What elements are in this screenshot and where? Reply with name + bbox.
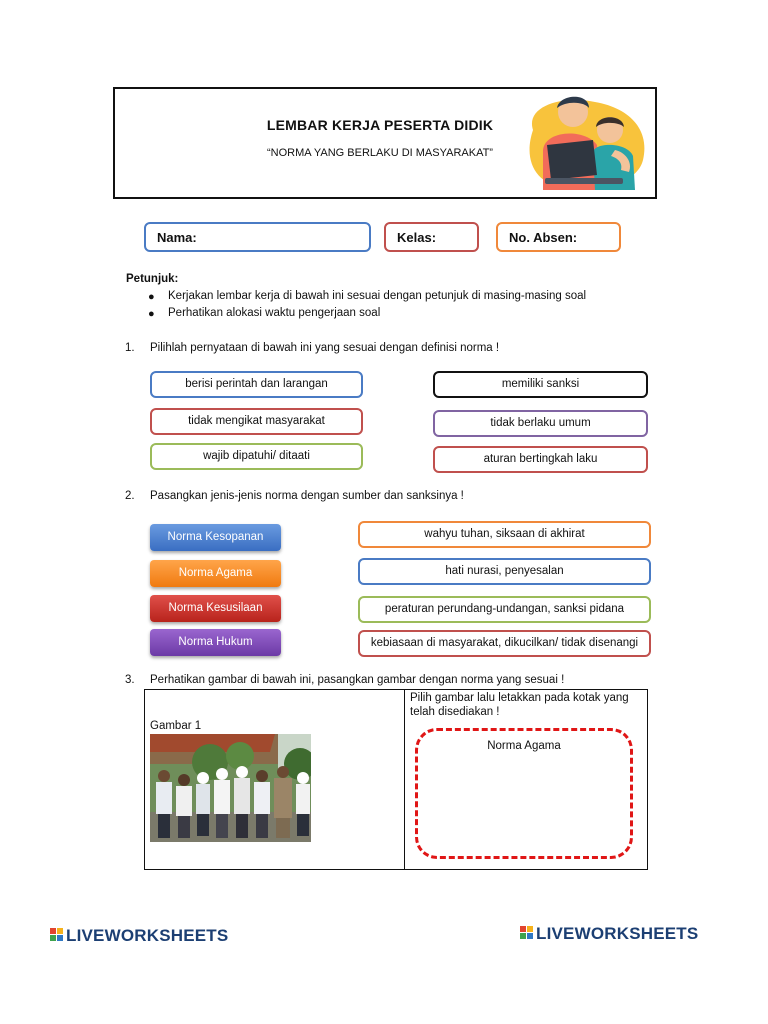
image-label: Gambar 1 xyxy=(150,720,202,732)
q1-option[interactable]: wajib dipatuhi/ ditaati xyxy=(150,443,363,470)
norm-kesusilaan-button[interactable]: Norma Kesusilaan xyxy=(150,595,281,622)
instructions-label: Petunjuk: xyxy=(126,273,179,285)
liveworksheets-icon xyxy=(50,928,64,942)
q1-option[interactable]: aturan bertingkah laku xyxy=(433,446,648,473)
instruction-item: Perhatikan alokasi waktu pengerjaan soal xyxy=(168,307,381,319)
worksheet-title: LEMBAR KERJA PESERTA DIDIK xyxy=(266,117,494,133)
liveworksheets-logo xyxy=(520,924,698,944)
class-field[interactable]: Kelas: xyxy=(384,222,479,252)
table-divider xyxy=(404,689,405,870)
absence-number-field[interactable]: No. Absen: xyxy=(496,222,621,252)
question-3-text: Perhatikan gambar di bawah ini, pasangkan gambar dengan norma yang sesuai ! xyxy=(150,674,565,686)
norm-kesopanan-button[interactable]: Norma Kesopanan xyxy=(150,524,281,551)
worksheet-subtitle: “NORMA YANG BERLAKU DI MASYARAKAT” xyxy=(267,147,493,159)
norm-hukum-button[interactable]: Norma Hukum xyxy=(150,629,281,656)
logo-text: LIVEWORKSHEETS xyxy=(536,924,699,943)
norm-source-box[interactable]: hati nurasi, penyesalan xyxy=(358,558,651,585)
bullet-icon: ● xyxy=(148,291,155,303)
q1-option[interactable]: tidak berlaku umum xyxy=(433,410,648,437)
question-2-number: 2. xyxy=(125,490,135,502)
logo-text: LIVEWORKSHEETS xyxy=(66,926,229,945)
drop-zone-label: Norma Agama xyxy=(487,740,561,752)
question-1-text: Pilihlah pernyataan di bawah ini yang sesuai dengan definisi norma ! xyxy=(150,342,500,354)
question-2-text: Pasangkan jenis-jenis norma dengan sumber dan sanksinya ! xyxy=(150,490,464,502)
students-photo[interactable] xyxy=(150,734,311,842)
q1-option[interactable]: berisi perintah dan larangan xyxy=(150,371,363,398)
question-1-number: 1. xyxy=(125,342,135,354)
norm-source-box[interactable]: peraturan perundang-undangan, sanksi pidana xyxy=(358,596,651,623)
bullet-icon: ● xyxy=(148,308,155,320)
instruction-item: Kerjakan lembar kerja di bawah ini sesuai dengan petunjuk di masing-masing soal xyxy=(168,290,587,302)
liveworksheets-icon xyxy=(520,926,534,940)
norm-agama-button[interactable]: Norma Agama xyxy=(150,560,281,587)
norm-source-box[interactable]: kebiasaan di masyarakat, dikucilkan/ tidak disenangi xyxy=(358,630,651,657)
question-3-number: 3. xyxy=(125,674,135,686)
drop-instruction: Pilih gambar lalu letakkan pada kotak yang telah disediakan ! xyxy=(410,692,629,718)
norm-source-box[interactable]: wahyu tuhan, siksaan di akhirat xyxy=(358,521,651,548)
liveworksheets-logo xyxy=(50,926,228,946)
students-laptop-illustration xyxy=(515,90,655,195)
q1-option[interactable]: tidak mengikat masyarakat xyxy=(150,408,363,435)
q1-option[interactable]: memiliki sanksi xyxy=(433,371,648,398)
name-field[interactable]: Nama: xyxy=(144,222,371,252)
